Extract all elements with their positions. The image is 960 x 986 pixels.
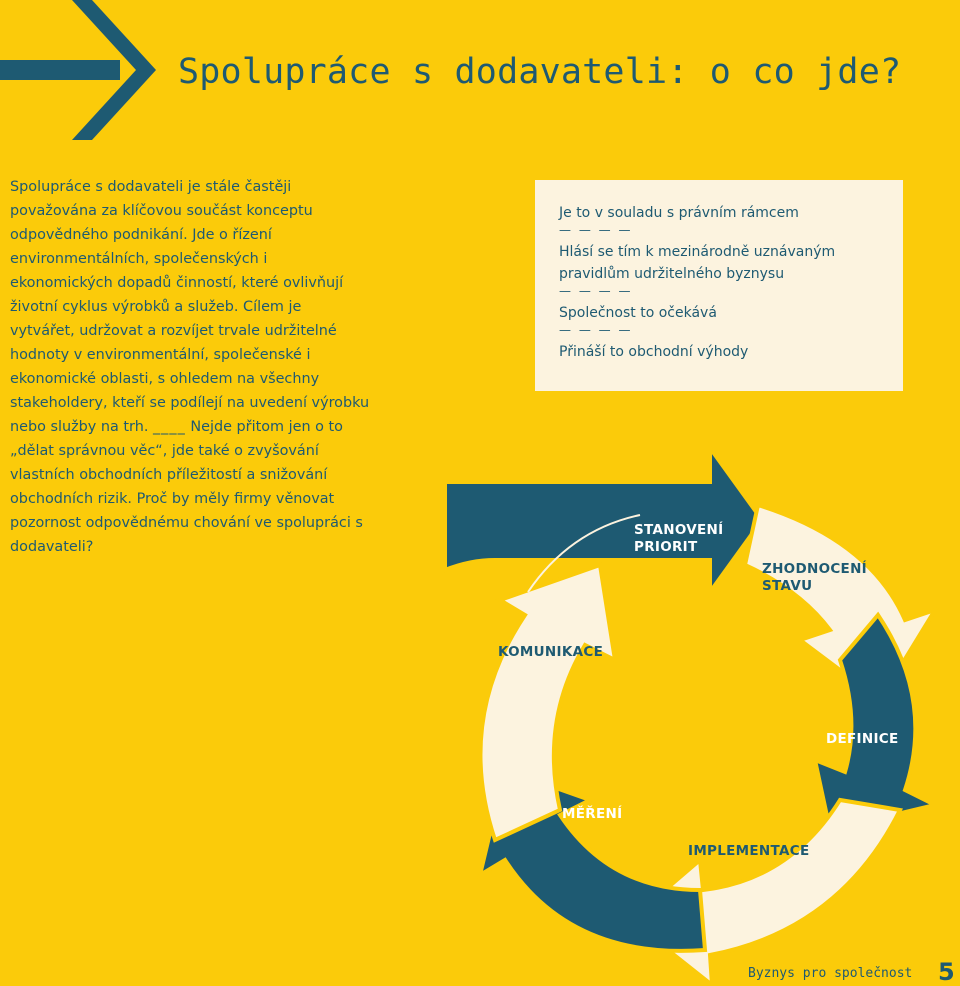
segment-komunikace (480, 565, 615, 840)
step-komunikace: KOMUNIKACE (498, 644, 604, 660)
reason-item: Je to v souladu s právním rámcem (559, 205, 799, 221)
entry-arrow (445, 448, 762, 592)
reason-separator: — — — — (559, 323, 633, 337)
page-number: 5 (938, 958, 955, 986)
reason-item: Společnost to očekává (559, 305, 717, 321)
step-implementace: IMPLEMENTACE (688, 843, 810, 859)
intro-text-part1: Spolupráce s dodavateli je stále častěji považována za klíčovou součást konceptu odpovědného podnikání. Jde o řízení environmentálních, společenských i ekonomických dopadů činností, které ovlivňují životní cyklus výrobků a služeb. Cílem je vytvářet, udržovat a rozvíjet trvale udržitelné hodnoty v environmentální, společenské i ekonomické oblasti, s ohledem na všechny stakeholdery, kteří se podílejí na uvedení výrobku nebo služby na trh. (10, 179, 370, 435)
intro-separator: ____ (152, 419, 186, 435)
step-mereni: MĚŘENÍ (562, 806, 623, 822)
footer-publication-name: Byznys pro společnost (748, 966, 913, 981)
reason-item: Přináší to obchodní výhody (559, 344, 749, 360)
step-zhodnoceni-stavu: ZHODNOCENÍ STAVU (762, 561, 867, 594)
reason-separator: — — — — (559, 223, 633, 237)
intro-text-part2: Nejde přitom jen o to „dělat správnou věc“, jde také o zvyšování vlastních obchodních příležitostí a snižování obchodních rizik. Proč by měly firmy věnovat pozornost odpovědnému chování ve spolupráci s dodavateli? (10, 419, 363, 555)
page-title: Spolupráce s dodavateli: o co jde? (178, 52, 902, 92)
reason-item: Hlásí se tím k mezinárodně uznávaným pravidlům udržitelného byznysu (559, 244, 836, 282)
step-stanoveni-priorit: STANOVENÍ PRIORIT (634, 522, 724, 555)
reason-separator: — — — — (559, 284, 633, 298)
step-definice: DEFINICE (826, 731, 899, 747)
